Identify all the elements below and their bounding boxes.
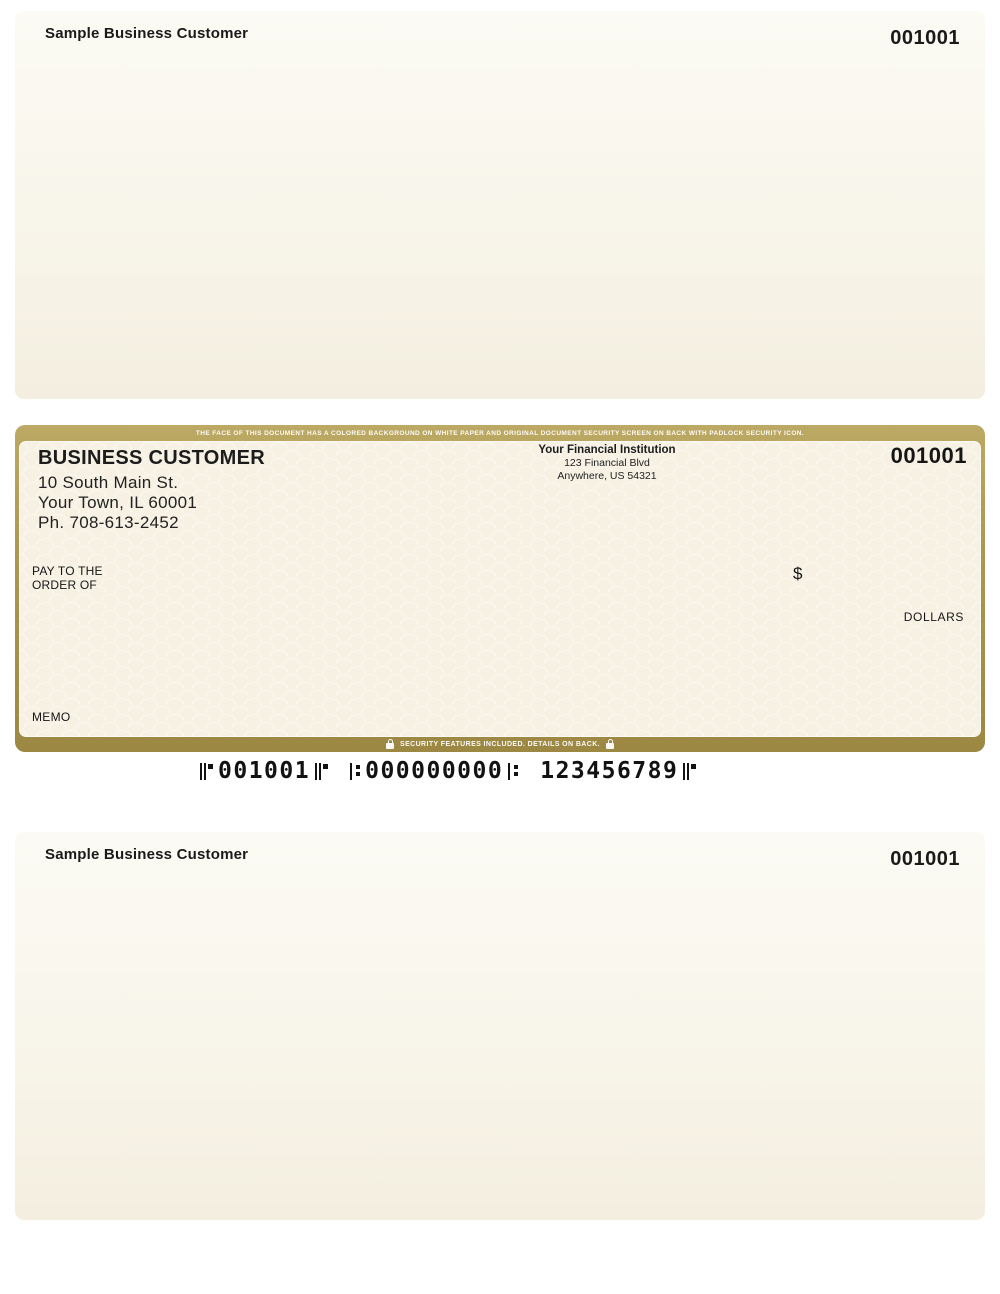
micr-routing-number: 000000000 bbox=[365, 757, 504, 784]
top-stub-customer-name: Sample Business Customer bbox=[45, 25, 249, 42]
bottom-stub bbox=[15, 832, 985, 1220]
pay-to-label-line2: ORDER OF bbox=[32, 577, 97, 592]
micr-onus-symbol-icon bbox=[315, 763, 328, 780]
check-body bbox=[19, 441, 981, 737]
security-banner-top-text: THE FACE OF THIS DOCUMENT HAS A COLORED BACKGROUND ON WHITE PAPER AND ORIGINAL DOCUMENT SECURITY SCREEN ON BACK WITH PADLOCK SECURITY ICON. bbox=[195, 429, 805, 437]
micr-onus-symbol-icon bbox=[200, 763, 213, 780]
micr-account-number-group bbox=[540, 757, 696, 784]
micr-line bbox=[200, 757, 696, 785]
payer-phone: Ph. 708-613-2452 bbox=[38, 513, 179, 532]
top-stub-check-number: 001001 bbox=[890, 27, 960, 49]
check bbox=[15, 425, 985, 752]
bank-address-line1: 123 Financial Blvd bbox=[564, 457, 650, 469]
check-number: 001001 bbox=[890, 443, 967, 468]
top-stub bbox=[15, 11, 985, 399]
micr-routing-number-group bbox=[350, 757, 518, 784]
pay-to-order-label bbox=[32, 565, 103, 592]
micr-check-number: 001001 bbox=[218, 757, 311, 784]
security-banner-bottom-text: SECURITY FEATURES INCLUDED. DETAILS ON BACK. bbox=[400, 741, 600, 748]
bank-address-line2: Anywhere, US 54321 bbox=[557, 469, 657, 482]
pay-to-label-line1: PAY TO THE bbox=[32, 564, 103, 578]
padlock-icon bbox=[606, 743, 614, 749]
bank-block bbox=[522, 444, 692, 482]
payer-address-line1: 10 South Main St. bbox=[38, 473, 179, 492]
payer-name: BUSINESS CUSTOMER bbox=[38, 447, 265, 469]
bottom-stub-customer-name: Sample Business Customer bbox=[45, 846, 249, 863]
bottom-stub-check-number: 001001 bbox=[890, 848, 960, 870]
micr-account-number: 123456789 bbox=[540, 757, 679, 784]
micr-check-number-group bbox=[200, 757, 328, 784]
micr-transit-symbol-icon bbox=[508, 763, 518, 780]
bank-name: Your Financial Institution bbox=[538, 444, 676, 456]
dollars-label: DOLLARS bbox=[903, 610, 964, 624]
payer-address-line2: Your Town, IL 60001 bbox=[38, 493, 198, 512]
security-banner-bottom bbox=[15, 737, 985, 752]
memo-label: MEMO bbox=[32, 710, 71, 724]
micr-onus-symbol-icon bbox=[683, 763, 696, 780]
padlock-icon bbox=[386, 743, 394, 749]
payer-block bbox=[38, 447, 265, 533]
security-banner-top bbox=[15, 425, 985, 441]
dollar-sign: $ bbox=[793, 564, 803, 583]
micr-transit-symbol-icon bbox=[350, 763, 360, 780]
